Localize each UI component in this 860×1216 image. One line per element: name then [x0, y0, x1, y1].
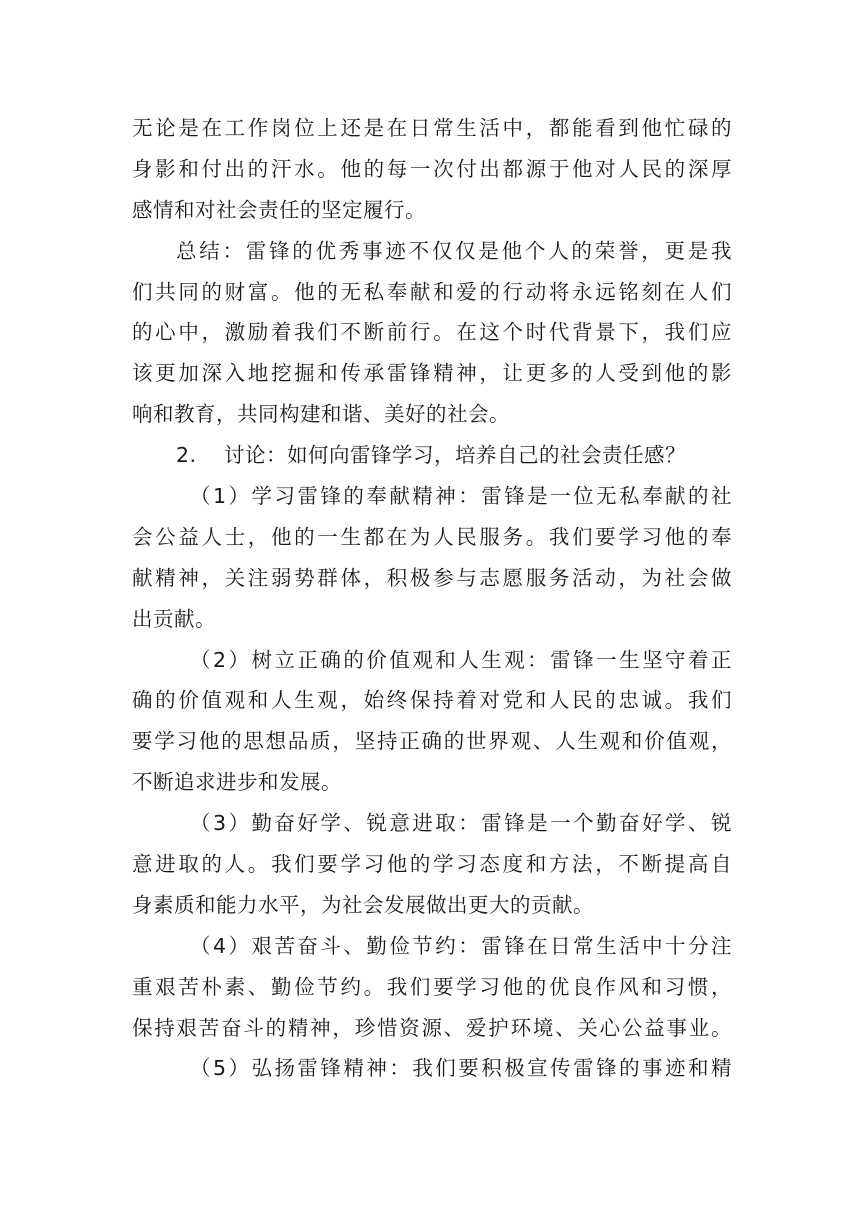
list-item-1-line: 会公益人士，他的一生都在为人民服务。我们要学习他的奉 — [132, 524, 732, 549]
summary-paragraph-line: 响和教育，共同构建和谐、美好的社会。 — [132, 402, 510, 427]
list-item-2-line: 要学习他的思想品质，坚持正确的世界观、人生观和价值观， — [132, 729, 732, 754]
list-item-2-line: 不断追求进步和发展。 — [132, 770, 342, 795]
heading-text: 讨论：如何向雷锋学习，培养自己的社会责任感？ — [224, 443, 686, 468]
list-item-3-line: （3）勤奋好学、锐意进取：雷锋是一个勤奋好学、锐 — [190, 811, 732, 836]
list-item-3-line: 意进取的人。我们要学习他的学习态度和方法，不断提高自 — [132, 852, 732, 877]
list-item-4-line: 保持艰苦奋斗的精神，珍惜资源、爱护环境、关心公益事业。 — [132, 1015, 732, 1040]
heading-number: 2. — [176, 443, 197, 468]
summary-paragraph-line: 们共同的财富。他的无私奉献和爱的行动将永远铭刻在人们 — [132, 279, 732, 304]
list-item-3-line: 身素质和能力水平，为社会发展做出更大的贡献。 — [132, 892, 594, 917]
paragraph-line: 感情和对社会责任的坚定履行。 — [132, 197, 426, 222]
discussion-heading — [132, 435, 732, 476]
list-item-5-line: （5）弘扬雷锋精神：我们要积极宣传雷锋的事迹和精 — [190, 1056, 732, 1081]
list-item-4-line: 重艰苦朴素、勤俭节约。我们要学习他的优良作风和习惯， — [132, 974, 732, 999]
paragraph-line: 无论是在工作岗位上还是在日常生活中，都能看到他忙碌的 — [132, 116, 732, 140]
document-body — [132, 108, 732, 1089]
list-item-1-line: 出贡献。 — [132, 606, 216, 631]
list-item-2-line: 确的价值观和人生观，始终保持着对党和人民的忠诚。我们 — [132, 688, 732, 713]
summary-paragraph-line: 该更加深入地挖掘和传承雷锋精神，让更多的人受到他的影 — [132, 361, 732, 386]
list-item-4-line: （4）艰苦奋斗、勤俭节约：雷锋在日常生活中十分注 — [190, 933, 732, 958]
paragraph-line: 身影和付出的汗水。他的每一次付出都源于他对人民的深厚 — [132, 156, 732, 181]
list-item-1-line: （1）学习雷锋的奉献精神：雷锋是一位无私奉献的社 — [190, 484, 732, 509]
summary-paragraph-line: 的心中，激励着我们不断前行。在这个时代背景下，我们应 — [132, 320, 732, 345]
summary-paragraph-line: 总结：雷锋的优秀事迹不仅仅是他个人的荣誉，更是我 — [176, 238, 732, 263]
list-item-2-line: （2）树立正确的价值观和人生观：雷锋一生坚守着正 — [190, 647, 732, 672]
list-item-1-line: 献精神，关注弱势群体，积极参与志愿服务活动，为社会做 — [132, 565, 732, 590]
